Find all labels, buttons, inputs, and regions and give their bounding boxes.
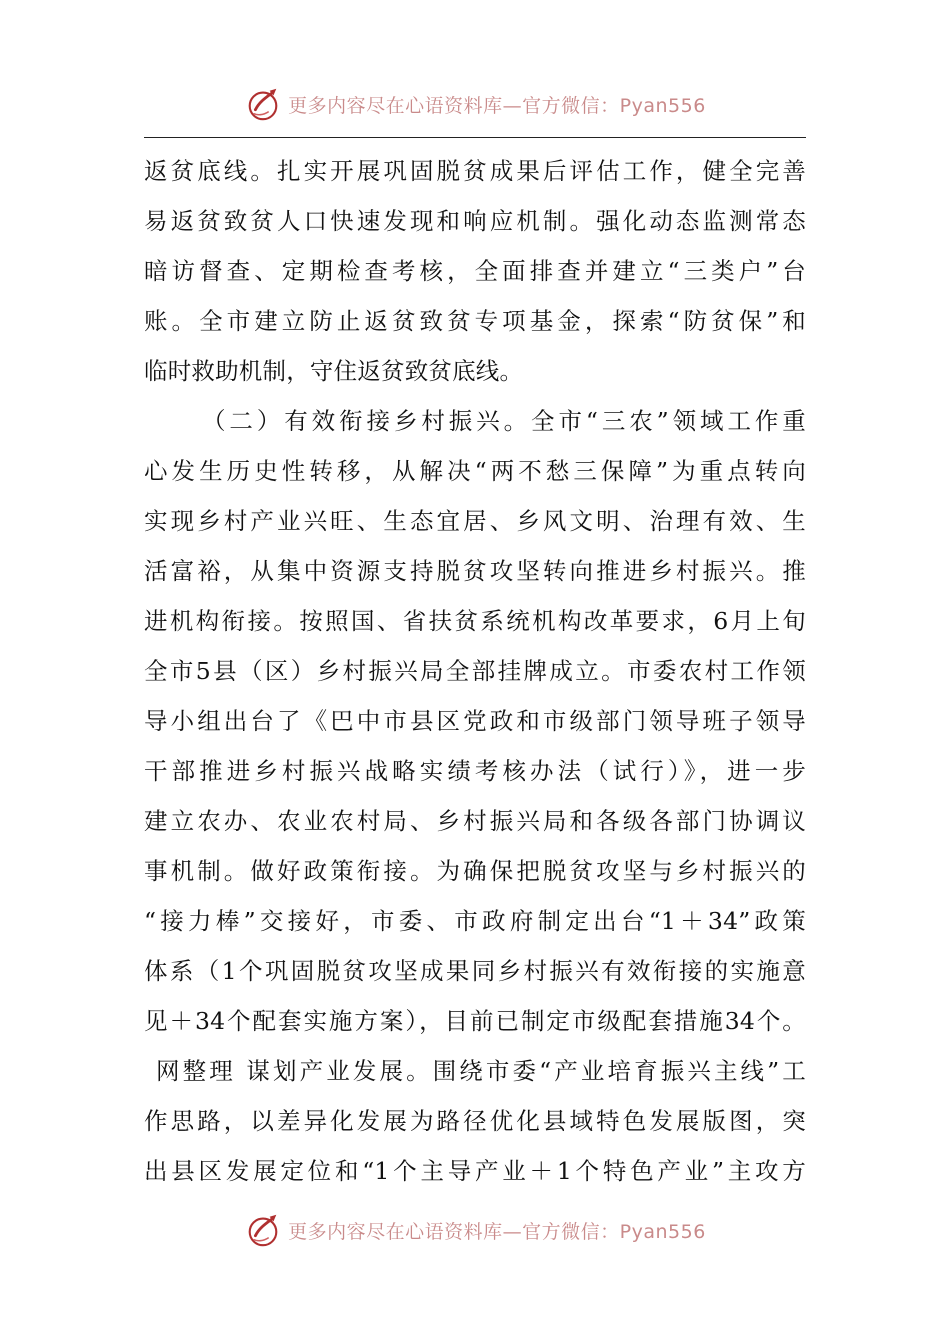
header-rule	[144, 137, 806, 138]
text-line: 易返贫致贫人口快速发现和响应机制。强化动态监测常态	[144, 207, 806, 235]
footer-watermark	[0, 1210, 950, 1250]
watermark-wechat-id: Pyan556	[619, 94, 706, 117]
text-line: 体系（1个巩固脱贫攻坚成果同乡村振兴有效衔接的实施意	[144, 957, 806, 985]
text-line: 作思路，以差异化发展为路径优化县域特色发展版图，突	[144, 1107, 806, 1135]
text-line: 见＋34个配套实施方案），目前已制定市级配套措施34个。	[144, 1007, 806, 1035]
text-line: 活富裕，从集中资源支持脱贫攻坚转向推进乡村振兴。推	[144, 557, 806, 585]
pen-logo-icon	[244, 1211, 282, 1249]
text-line: 出县区发展定位和“1个主导产业＋1个特色产业”主攻方	[144, 1157, 806, 1185]
text-line-indented: （二）有效衔接乡村振兴。全市“三农”领域工作重	[202, 407, 806, 435]
text-line: 网整理 谋划产业发展。围绕市委“产业培育振兴主线”工	[156, 1057, 806, 1085]
text-line: 账。全市建立防止返贫致贫专项基金，探索“防贫保”和	[144, 307, 806, 335]
watermark-text: 更多内容尽在心语资料库—官方微信：Pyan556	[288, 94, 706, 117]
text-line: 事机制。做好政策衔接。为确保把脱贫攻坚与乡村振兴的	[144, 857, 806, 885]
text-line: 干部推进乡村振兴战略实绩考核办法（试行）》，进一步	[144, 757, 806, 785]
text-line: 返贫底线。扎实开展巩固脱贫成果后评估工作，健全完善	[144, 157, 806, 185]
watermark-wechat-id: Pyan556	[619, 1220, 706, 1243]
text-line: 暗访督查、定期检查考核，全面排查并建立“三类户”台	[144, 257, 806, 285]
text-line: 临时救助机制，守住返贫致贫底线。	[144, 357, 524, 385]
document-body	[144, 146, 806, 1196]
text-line: 心发生历史性转移，从解决“两不愁三保障”为重点转向	[144, 457, 806, 485]
text-line: 导小组出台了《巴中市县区党政和市级部门领导班子领导	[144, 707, 806, 735]
text-line: “接力棒”交接好，市委、市政府制定出台“1＋34”政策	[144, 907, 806, 935]
text-line: 进机构衔接。按照国、省扶贫系统机构改革要求，6月上旬	[144, 607, 806, 635]
pen-logo-icon	[244, 85, 282, 123]
text-line: 实现乡村产业兴旺、生态宜居、乡风文明、治理有效、生	[144, 507, 806, 535]
watermark-text: 更多内容尽在心语资料库—官方微信：Pyan556	[288, 1220, 706, 1243]
header-watermark	[0, 84, 950, 124]
text-line: 建立农办、农业农村局、乡村振兴局和各级各部门协调议	[144, 807, 806, 835]
text-line: 全市5县（区）乡村振兴局全部挂牌成立。市委农村工作领	[144, 657, 806, 685]
